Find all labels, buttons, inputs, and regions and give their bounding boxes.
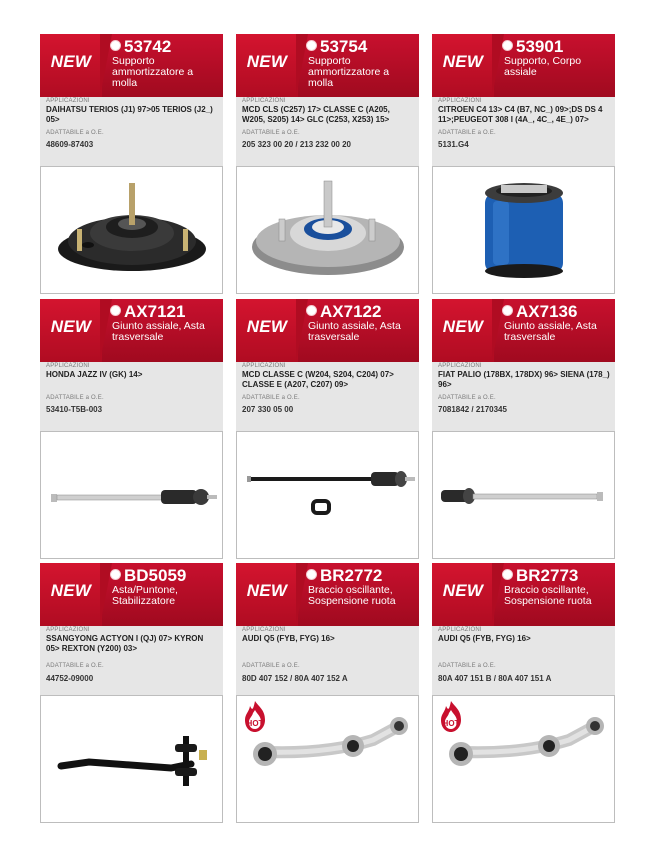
product-code [306,566,382,586]
oe-label: ADATTABILE a O.E. [242,130,300,136]
hot-flame-icon [241,700,269,734]
applications-text: CITROEN C4 13> C4 (B7, NC_) 09>;DS DS 4 11>;PEUGEOT 308 I (4A_, 4C_, 4E_) 07> [438,105,603,124]
product-title: Braccio oscillante, Sospensione ruota [504,584,592,607]
product-info [40,362,223,431]
product-title: Asta/Puntone, Stabilizzatore [112,584,178,607]
new-badge [40,299,102,362]
product-code [502,302,577,322]
oe-label: ADATTABILE a O.E. [438,663,496,669]
oe-label: ADATTABILE a O.E. [242,663,300,669]
product-code-text: AX7136 [516,302,578,321]
product-code [306,302,381,322]
product-title: Supporto ammortizzatore a molla [112,55,194,89]
new-badge-label: NEW [246,581,288,600]
new-badge-label: NEW [50,581,92,600]
oe-number: 7081842 / 2170345 [438,405,507,414]
new-badge-label: NEW [442,581,484,600]
product-code [110,566,186,586]
applications-text: AUDI Q5 (FYB, FYG) 16> [438,634,531,643]
bullet-icon [306,305,317,316]
product-code-text: 53901 [516,37,564,56]
product-header [432,299,615,362]
product-header [432,563,615,626]
product-code-text: 53742 [124,37,172,56]
applications-label: APPLICAZIONI [242,627,286,633]
product-header [432,34,615,97]
product-card[interactable] [236,299,419,559]
svg-text:HOT: HOT [442,719,460,728]
new-badge-label: NEW [442,317,484,336]
applications-text: MCD CLS (C257) 17> CLASSE C (A205, W205, S205) 14> GLC (C253, X253) 15> [242,105,390,124]
product-code-text: 53754 [320,37,368,56]
product-info [236,362,419,431]
applications-label: APPLICAZIONI [46,363,90,369]
product-header [40,299,223,362]
new-badge-label: NEW [442,52,484,71]
product-card[interactable] [432,563,615,823]
new-badge [432,34,494,97]
oe-number: 44752-09000 [46,674,94,683]
product-photo[interactable] [432,431,615,559]
hot-flame-icon [437,700,465,734]
oe-number: 207 330 05 00 [242,405,294,414]
oe-label: ADATTABILE a O.E. [46,130,104,136]
oe-label: ADATTABILE a O.E. [438,130,496,136]
bullet-icon [110,569,121,580]
applications-label: APPLICAZIONI [46,627,90,633]
product-code-text: BR2773 [516,566,579,585]
product-photo[interactable] [40,431,223,559]
bullet-icon [110,40,121,51]
product-title: Giunto assiale, Asta trasversale [112,320,205,343]
new-badge [432,563,494,626]
new-badge-label: NEW [246,317,288,336]
product-info [40,97,223,166]
new-badge-label: NEW [50,317,92,336]
new-badge-label: NEW [246,52,288,71]
product-code-text: BD5059 [124,566,187,585]
bullet-icon [306,569,317,580]
applications-text: MCD CLASSE C (W204, S204, C204) 07> CLASSE E (A207, C207) 09> [242,370,394,389]
product-header [236,299,419,362]
oe-label: ADATTABILE a O.E. [438,395,496,401]
oe-number: 80A 407 151 B / 80A 407 151 A [438,674,552,683]
product-photo[interactable] [236,695,419,823]
oe-number: 80D 407 152 / 80A 407 152 A [242,674,348,683]
oe-label: ADATTABILE a O.E. [46,663,104,669]
product-photo[interactable] [40,695,223,823]
product-code [502,37,563,57]
product-card[interactable] [236,563,419,823]
oe-number: 205 323 00 20 / 213 232 00 20 [242,140,351,149]
product-code [110,302,185,322]
svg-text:HOT: HOT [246,719,264,728]
product-title: Braccio oscillante, Sospensione ruota [308,584,396,607]
applications-text: FIAT PALIO (178BX, 178DX) 96> SIENA (178_) 96> [438,370,610,389]
product-info [236,626,419,695]
product-info [236,97,419,166]
product-title: Giunto assiale, Asta trasversale [504,320,597,343]
product-title: Giunto assiale, Asta trasversale [308,320,401,343]
product-code-text: BR2772 [320,566,383,585]
product-info [432,362,615,431]
bullet-icon [306,40,317,51]
new-badge [236,299,298,362]
applications-label: APPLICAZIONI [242,98,286,104]
new-badge [40,34,102,97]
product-info [432,97,615,166]
product-photo[interactable] [432,695,615,823]
product-code-text: AX7122 [320,302,382,321]
applications-label: APPLICAZIONI [438,98,482,104]
product-card[interactable] [432,34,615,294]
product-photo[interactable] [236,431,419,559]
product-code [502,566,578,586]
applications-label: APPLICAZIONI [46,98,90,104]
product-card[interactable] [40,34,223,294]
product-code [306,37,367,57]
product-code-text: AX7121 [124,302,186,321]
new-badge [236,34,298,97]
new-badge [432,299,494,362]
oe-label: ADATTABILE a O.E. [46,395,104,401]
applications-text: HONDA JAZZ IV (GK) 14> [46,370,143,379]
product-code [110,37,171,57]
product-card[interactable] [40,563,223,823]
applications-label: APPLICAZIONI [438,627,482,633]
product-header [236,34,419,97]
new-badge [40,563,102,626]
product-card[interactable] [236,34,419,294]
applications-text: AUDI Q5 (FYB, FYG) 16> [242,634,335,643]
product-header [236,563,419,626]
oe-number: 48609-87403 [46,140,94,149]
product-title: Supporto, Corpo assiale [504,55,582,78]
oe-label: ADATTABILE a O.E. [242,395,300,401]
applications-text: DAIHATSU TERIOS (J1) 97>05 TERIOS (J2_) 05> [46,105,213,124]
oe-number: 53410-T5B-003 [46,405,103,414]
product-photo[interactable] [236,166,419,294]
product-info [432,626,615,695]
product-photo[interactable] [432,166,615,294]
product-card[interactable] [432,299,615,559]
product-title: Supporto ammortizzatore a molla [308,55,390,89]
product-header [40,34,223,97]
applications-label: APPLICAZIONI [438,363,482,369]
product-info [40,626,223,695]
oe-number: 5131.G4 [438,140,469,149]
bullet-icon [502,305,513,316]
new-badge [236,563,298,626]
bullet-icon [502,569,513,580]
product-photo[interactable] [40,166,223,294]
new-badge-label: NEW [50,52,92,71]
product-header [40,563,223,626]
bullet-icon [502,40,513,51]
product-card[interactable] [40,299,223,559]
applications-text: SSANGYONG ACTYON I (QJ) 07> KYRON 05> REXTON (Y200) 03> [46,634,204,653]
applications-label: APPLICAZIONI [242,363,286,369]
bullet-icon [110,305,121,316]
